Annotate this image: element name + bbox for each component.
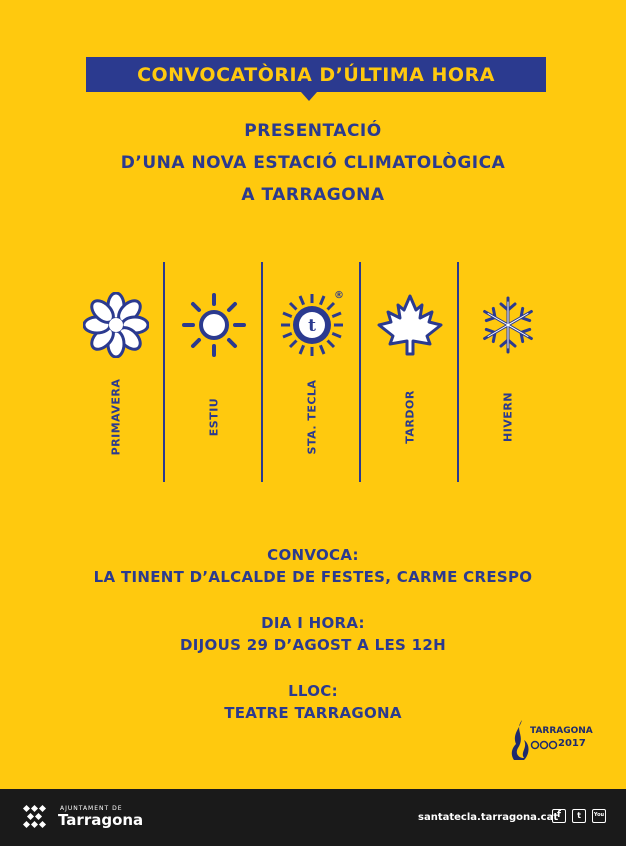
location-heading: LLOC: <box>288 682 338 700</box>
season-label-tardor: TARDOR <box>403 390 417 444</box>
footer <box>0 789 626 846</box>
rings-icon <box>530 740 558 750</box>
tarragona-2017-logo <box>508 718 592 764</box>
season-santa-tecla <box>264 262 360 482</box>
twitter-icon[interactable]: t <box>572 809 586 823</box>
event-logo-name: TARRAGONA <box>530 726 593 736</box>
date-heading: DIA I HORA: <box>261 614 365 632</box>
date-text: DIJOUS 29 D’AGOST A LES 12H <box>180 636 446 654</box>
event-title <box>0 115 626 211</box>
seasons-row <box>68 262 558 482</box>
season-hivern <box>460 262 556 482</box>
org-name-small: AJUNTAMENT DE <box>60 805 123 812</box>
season-label-santa-tecla: STA. TECLA <box>305 379 319 455</box>
season-label-estiu: ESTIU <box>207 397 221 437</box>
convoca-text: LA TINENT D’ALCALDE DE FESTES, CARME CRESPO <box>93 568 533 586</box>
youtube-icon[interactable]: You <box>592 809 606 823</box>
svg-text:t: t <box>308 316 316 336</box>
snowflake-icon <box>475 292 541 358</box>
convoca-heading: CONVOCA: <box>267 546 359 564</box>
sun-icon <box>181 292 247 358</box>
title-line-1: PRESENTACIÓ <box>244 121 382 141</box>
convoca-block <box>0 544 626 588</box>
headline-banner <box>86 57 546 92</box>
santa-tecla-logo-icon <box>279 292 345 358</box>
date-block <box>0 612 626 656</box>
org-name: Tarragona <box>58 811 144 829</box>
ajuntament-logo-icon <box>22 804 48 830</box>
title-line-2: D’UNA NOVA ESTACIÓ CLIMATOLÒGICA <box>120 153 506 173</box>
banner-pointer <box>301 92 317 101</box>
season-tardor <box>362 262 458 482</box>
title-line-3: A TARRAGONA <box>241 185 385 205</box>
season-label-hivern: HIVERN <box>501 391 515 443</box>
location-text: TEATRE TARRAGONA <box>224 704 402 722</box>
website-link[interactable]: santatecla.tarragona.cat <box>418 812 559 823</box>
flame-icon <box>510 718 532 764</box>
facebook-icon[interactable]: f <box>552 809 566 823</box>
flower-icon <box>83 292 149 358</box>
maple-leaf-icon <box>375 292 445 358</box>
registered-mark: ® <box>334 290 344 301</box>
season-primavera <box>68 262 164 482</box>
headline-text: CONVOCATÒRIA D’ÚLTIMA HORA <box>137 63 495 86</box>
event-logo-year: 2017 <box>558 738 586 749</box>
season-estiu <box>166 262 262 482</box>
season-label-primavera: PRIMAVERA <box>109 378 123 456</box>
